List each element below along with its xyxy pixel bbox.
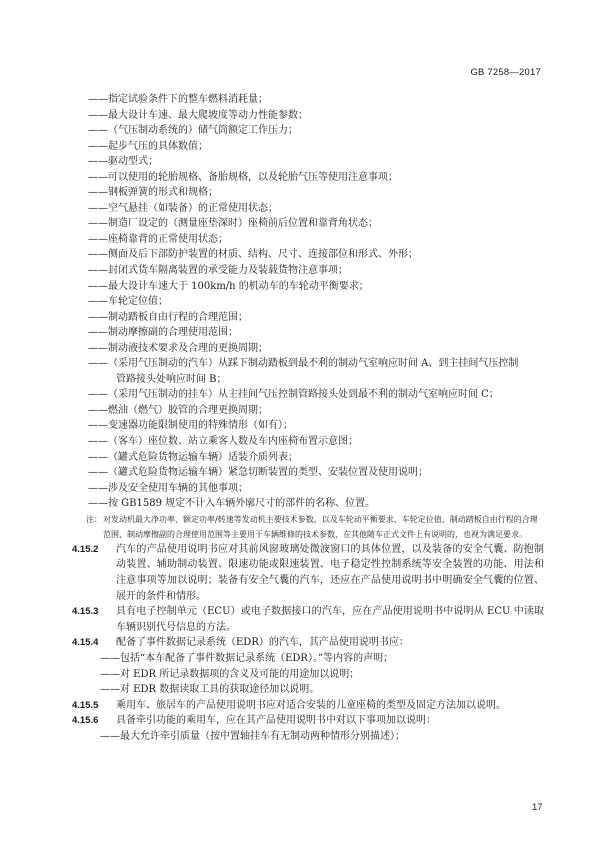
clause-4-15-5 xyxy=(72,698,544,714)
list-item: ——最大设计车速大于 100km/h 的机动车的车轮动平衡要求； xyxy=(88,280,369,292)
list-item: ——座椅靠背的正常使用状态； xyxy=(88,233,228,245)
list-item: ——封闭式货车隔离装置的承受能力及装载货物注意事项； xyxy=(88,265,348,277)
dash-list xyxy=(88,92,544,512)
note-label: 注： xyxy=(86,514,102,524)
list-item: ——（罐式危险货物运输车辆）紧急切断装置的类型、安装位置及使用说明； xyxy=(88,467,428,479)
list-item: ——车轮定位值； xyxy=(88,296,168,308)
clause-text: 配备了事件数据记录系统（EDR）的汽车，其产品使用说明书应： xyxy=(116,637,409,649)
note-text: 对发动机最大净功率、额定功率/转速等发动机主要技术参数，以及车轮动平衡要求、车轮定位值、制动踏板自由行程的合理范围、制动摩擦副的合理使用范围等主要用于车辆维修的技术参数，在其他随车正式文件上有说明的，也视为满足要求。 xyxy=(103,514,538,539)
list-item-response-time xyxy=(88,356,544,387)
list-item: ——最大允许牵引质量（按中置轴挂车有无制动两种情形分别描述）； xyxy=(100,730,405,742)
list-item: ——包括“本车配备了事件数据记录系统（EDR）。”等内容的声明； xyxy=(100,652,394,664)
list-item: ——对 EDR 所记录数据项的含义及可能的用途加以说明； xyxy=(100,668,360,680)
clause-number: 4.15.2 xyxy=(72,543,99,555)
header-standard-number: GB 7258—2017 xyxy=(470,67,541,78)
list-item: ——空气悬挂（如装备）的正常使用状态； xyxy=(88,202,278,214)
list-item: ——涉及安全使用车辆的其他事项； xyxy=(88,482,248,494)
list-item: ——按 GB1589 规定不计入车辆外廓尺寸的部件的名称、位置。 xyxy=(88,498,376,510)
clause-4-15-2 xyxy=(72,542,544,604)
clause-text: 汽车的产品使用说明书应对其前风窗玻璃处微波窗口的具体位置，以及装备的安全气囊、防抱制动装置、辅助制动装置、限速功能或限速装置、电子稳定性控制系统等安全装置的功能、用法和注意事项等加以说明；装备有安全气囊的汽车，还应在产品使用说明书中明确安全气囊的位置、展开的条件和情形。 xyxy=(116,543,544,602)
list-item-line-1: ——（采用气压制动的汽车）从踩下制动踏板到最不利的制动气室响应时间 A、到主挂间气压控制 xyxy=(88,358,519,370)
list-item: ——起步气压的具体数值； xyxy=(88,140,208,152)
note xyxy=(86,512,544,542)
list-item: ——（采用气压制动的挂车）从主挂间气压控制管路接头处到最不利的制动气室响应时间 C； xyxy=(88,389,499,401)
list-item: ——对 EDR 数据读取工具的获取途径加以说明。 xyxy=(100,684,320,696)
clause-number: 4.15.6 xyxy=(72,715,99,727)
list-item: ——指定试验条件下的整车燃料消耗量； xyxy=(88,94,268,105)
list-item: ——（客车）座位数、站立乘客人数及车内座椅布置示意图； xyxy=(88,436,358,448)
list-item: ——燃油（燃气）胶管的合理更换周期； xyxy=(88,404,268,416)
page-number: 17 xyxy=(532,802,543,813)
list-item: ——制动摩擦副的合理使用范围； xyxy=(88,327,238,339)
clause-number: 4.15.5 xyxy=(72,699,99,711)
list-item: ——驱动型式； xyxy=(88,156,158,168)
list-item: ——侧面及后下部防护装置的材质、结构、尺寸、连接部位和形式、外形； xyxy=(88,249,418,261)
clause-4-15-4 xyxy=(72,635,544,651)
clause-text: 乘用车、旅居车的产品使用说明书应对适合安装的儿童座椅的类型及固定方法加以说明。 xyxy=(116,699,506,711)
list-item: ——制动液技术要求及合理的更换周期； xyxy=(88,342,268,354)
list-item: ——（罐式危险货物运输车辆）适装介质列表； xyxy=(88,451,298,463)
list-item: ——（气压制动系统的）储气筒额定工作压力； xyxy=(88,125,298,137)
clause-4-15-6 xyxy=(72,713,544,729)
list-item: ——可以使用的轮胎规格、备胎规格，以及轮胎气压等使用注意事项； xyxy=(88,171,398,183)
clause-text: 具备牵引功能的乘用车，应在其产品使用说明书中对以下事项加以说明： xyxy=(116,715,436,727)
list-item: ——变速器功能限制使用的特殊情形（如有）； xyxy=(88,420,293,432)
clause-number: 4.15.4 xyxy=(72,637,99,649)
list-item: ——制动踏板自由行程的合理范围； xyxy=(88,311,248,323)
clause-number: 4.15.3 xyxy=(72,606,99,618)
list-item-line-2: 管路接头处响应时间 B； xyxy=(116,373,227,385)
list-item: ——钢板弹簧的形式和规格； xyxy=(88,187,218,199)
clause-4-15-3 xyxy=(72,604,544,635)
list-item: ——制造厂设定的（测量座垫深时）座椅前后位置和靠背角状态； xyxy=(88,218,378,230)
list-item: ——最大设计车速、最大爬坡度等动力性能参数； xyxy=(88,109,308,121)
clause-text: 具有电子控制单元（ECU）或电子数据接口的汽车，应在产品使用说明书中说明从 ECU 中读取车辆识别代号信息的方法。 xyxy=(116,606,544,633)
document-body xyxy=(72,92,544,744)
